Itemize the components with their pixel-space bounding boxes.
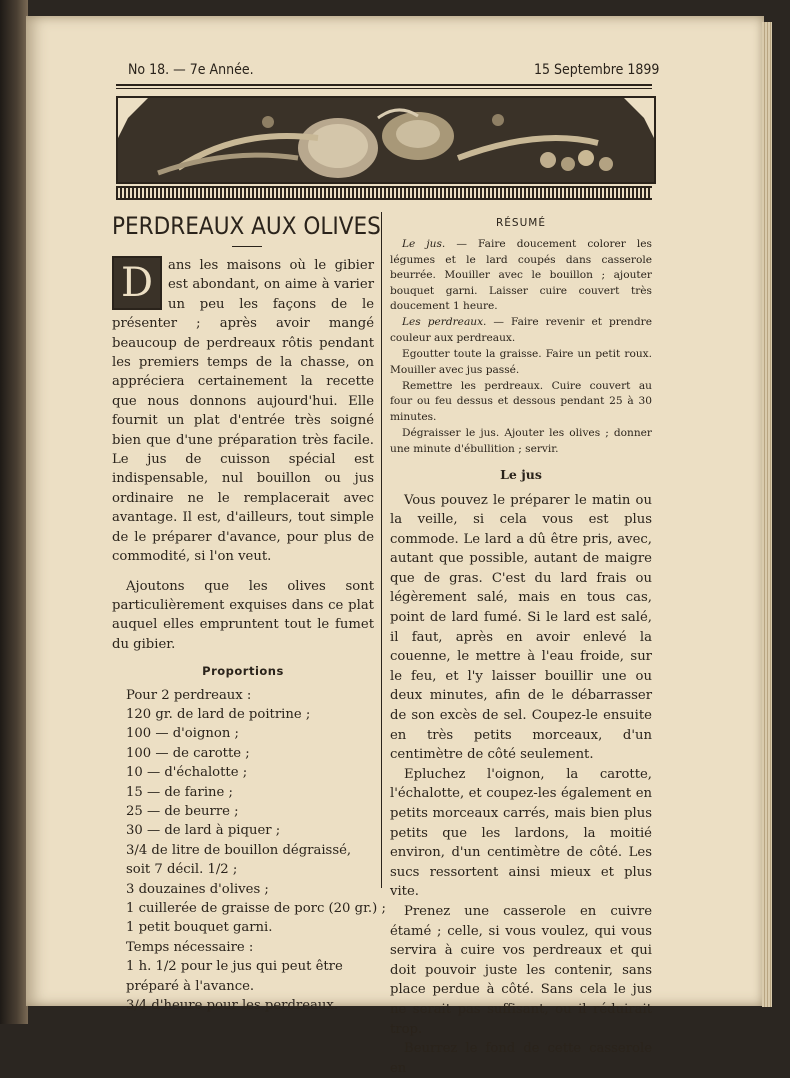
right-column bbox=[390, 216, 652, 1078]
resume-paragraph: Remettre les perdreaux. Cuire couvert au four ou feu dessus et dessous pendant 25 à 30 minutes. bbox=[390, 379, 652, 425]
proportion-line: Temps nécessaire : bbox=[112, 938, 374, 957]
intro-second-paragraph: Ajoutons que les olives sont particulièrement exquises dans ce plat auquel elles empruntent tout le fumet du gibier. bbox=[112, 577, 374, 655]
proportion-line: 3/4 d'heure pour les perdreaux. bbox=[112, 996, 374, 1015]
proportion-line: 1 cuillerée de graisse de porc (20 gr.) ; bbox=[112, 899, 374, 918]
resume-label: Les perdreaux. bbox=[402, 316, 486, 328]
dropcap-letter: D bbox=[112, 256, 162, 310]
resume-paragraph: Le jus. — Faire doucement colorer les légumes et le lard coupés dans casserole beurrée. Mouiller avec le bouillon ; ajouter bouquet garni. Laisser cuire couvert très doucement 1 heure. bbox=[390, 237, 652, 314]
proportion-line: 100 — de carotte ; bbox=[112, 744, 374, 763]
left-column bbox=[112, 256, 374, 1015]
header-rule bbox=[116, 84, 652, 86]
resume-heading: RÉSUMÉ bbox=[390, 216, 652, 231]
ornamental-border bbox=[116, 186, 652, 200]
proportion-line: 1 h. 1/2 pour le jus qui peut être préparé à l'avance. bbox=[112, 957, 374, 996]
proportion-line: 1 petit bouquet garni. bbox=[112, 918, 374, 937]
issue-date: 15 Septembre 1899 bbox=[534, 62, 659, 78]
resume-paragraph: Dégraisser le jus. Ajouter les olives ; donner une minute d'ébullition ; servir. bbox=[390, 426, 652, 457]
article-title: PERDREAUX AUX OLIVES bbox=[112, 212, 380, 240]
resume-paragraph: Les perdreaux. — Faire revenir et prendre couleur aux perdreaux. bbox=[390, 315, 652, 346]
jus-paragraph: Prenez une casserole en cuivre étamé ; celle, si vous voulez, qui vous servira à cuire vos perdreaux et qui doit pouvoir juste les contenir, sans place perdue à côté. Sans cela le jus ne serait pas suffisant, ou il réduirait trop. bbox=[390, 902, 652, 1039]
resume-box bbox=[390, 216, 652, 457]
book-spine bbox=[0, 0, 28, 1024]
proportion-line: 3/4 de litre de bouillon dégraissé, soit 7 décil. 1/2 ; bbox=[112, 841, 374, 880]
proportion-line: 30 — de lard à piquer ; bbox=[112, 821, 374, 840]
vegetable-illustration-banner bbox=[116, 96, 656, 184]
title-rule bbox=[232, 246, 262, 247]
header-rule-thin bbox=[116, 88, 652, 89]
jus-heading: Le jus bbox=[390, 465, 652, 484]
intro-paragraph bbox=[112, 256, 374, 567]
jus-paragraph: Vous pouvez le préparer le matin ou la veille, si cela vous est plus commode. Le lard a dû être pris, avec, autant que possible, autant de maigre que de gras. C'est du lard frais ou légèrement salé, mais en tous cas, point de lard fumé. Si le lard est salé, il faut, après en avoir enlevé la couenne, le mettre à l'eau froide, sur le feu, et l'y laisser bouillir une ou deux minutes, afin de le débarrasser de son excès de sel. Coupez-le ensuite en très petits morceaux, d'un centimètre de côté seulement. bbox=[390, 491, 652, 765]
issue-number: No 18. — 7e Année. bbox=[128, 62, 254, 78]
proportion-line: 25 — de beurre ; bbox=[112, 802, 374, 821]
proportion-line: 120 gr. de lard de poitrine ; bbox=[112, 705, 374, 724]
intro-text: ans les maisons où le gibier est abondant, on aime à varier un peu les façons de le présenter ; après avoir mangé beaucoup de perdreaux rôtis pendant les premiers temps de la chasse, on appréciera certainement la recette que nous donnons aujourd'hui. Elle fournit un plat d'entrée très soigné bien que d'une préparation très facile. Le jus de cuisson spécial est indispensable, nul bouillon ou jus ordinaire ne le remplacerait avec avantage. Il est, d'ailleurs, tout simple de le préparer d'avance, pour plus de commodité, si l'on veut. bbox=[112, 258, 374, 564]
resume-paragraph: Egoutter toute la graisse. Faire un petit roux. Mouiller avec jus passé. bbox=[390, 347, 652, 378]
page-edges bbox=[762, 22, 772, 1007]
proportions-heading: Proportions bbox=[112, 662, 374, 681]
proportion-line: 100 — d'oignon ; bbox=[112, 724, 374, 743]
proportion-line: 10 — d'échalotte ; bbox=[112, 763, 374, 782]
proportion-line: 15 — de farine ; bbox=[112, 783, 374, 802]
column-divider bbox=[381, 212, 382, 888]
proportion-line: Pour 2 perdreaux : bbox=[112, 686, 374, 705]
resume-label: Le jus. bbox=[402, 238, 445, 250]
jus-paragraph: Beurrez le fond de cette casserole en bbox=[390, 1039, 652, 1078]
jus-section bbox=[390, 491, 652, 1078]
jus-paragraph: Epluchez l'oignon, la carotte, l'échalotte, et coupez-les également en petits morceaux carrés, mais bien plus petits que les lardons, la moitié environ, d'un centimètre de côté. Les sucs ressortent ainsi mieux et plus vite. bbox=[390, 765, 652, 902]
vegetable-illustration bbox=[118, 98, 654, 182]
proportion-line: 3 douzaines d'olives ; bbox=[112, 880, 374, 899]
